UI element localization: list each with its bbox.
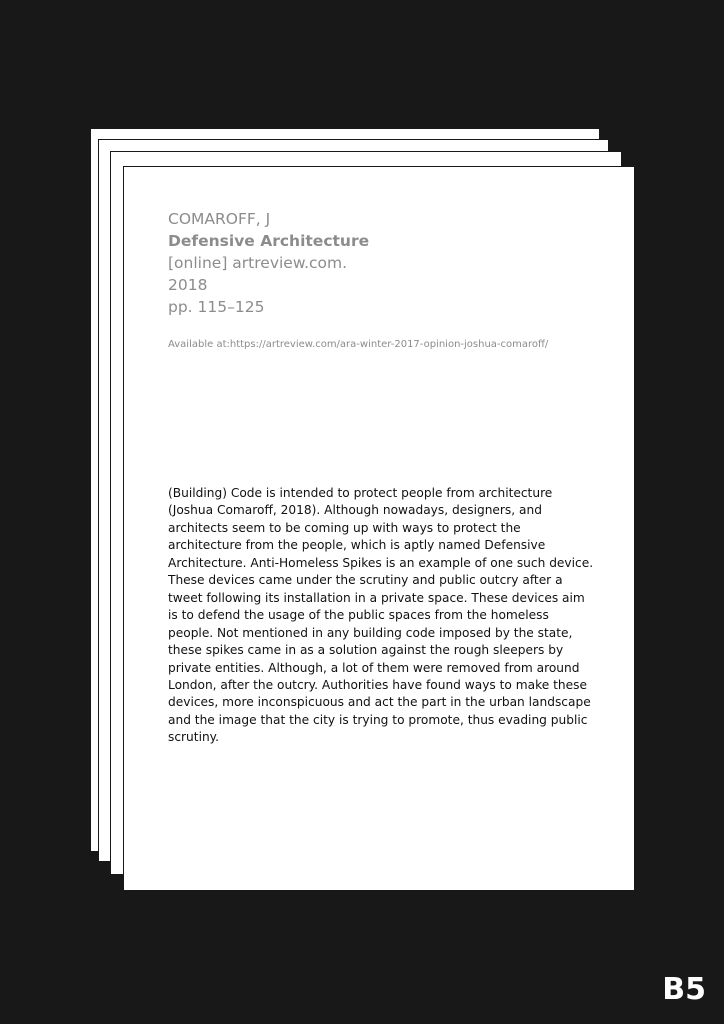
body-line: Architecture. Anti-Homeless Spikes is an example of one such device. bbox=[168, 555, 594, 570]
citation-pages: pp. 115–125 bbox=[168, 298, 265, 316]
body-line: private entities. Although, a lot of them were removed from around bbox=[168, 660, 580, 675]
page-badge: B5 bbox=[662, 972, 706, 1007]
body-line: tweet following its installation in a private space. These devices aim bbox=[168, 590, 585, 605]
body-line: (Building) Code is intended to protect people from architecture bbox=[168, 486, 553, 500]
body-line: (Joshua Comaroff, 2018). Although nowadays, designers, and bbox=[168, 503, 542, 518]
citation-block bbox=[168, 208, 598, 318]
body-paragraph bbox=[168, 485, 598, 747]
available-at-url: Available at:https://artreview.com/ara-winter-2017-opinion-joshua-comaroff/ bbox=[168, 339, 549, 350]
body-line: architecture from the people, which is aptly named Defensive bbox=[168, 538, 546, 553]
body-line: scrutiny. bbox=[168, 730, 220, 745]
citation-year: 2018 bbox=[168, 276, 208, 294]
body-line: and the image that the city is trying to promote, thus evading public bbox=[168, 712, 588, 727]
body-line: these spikes came in as a solution against the rough sleepers by bbox=[168, 643, 564, 658]
body-line: London, after the outcry. Authorities have found ways to make these bbox=[168, 677, 587, 692]
body-line: These devices came under the scrutiny and public outcry after a bbox=[168, 573, 563, 588]
body-line: is to defend the usage of the public spaces from the homeless bbox=[168, 608, 549, 623]
citation-source: [online] artreview.com. bbox=[168, 254, 348, 272]
body-line: architects seem to be coming up with ways to protect the bbox=[168, 520, 521, 535]
body-line: people. Not mentioned in any building code imposed by the state, bbox=[168, 625, 573, 640]
citation-author: COMAROFF, J bbox=[168, 210, 271, 228]
body-line: devices, more inconspicuous and act the part in the urban landscape bbox=[168, 695, 591, 710]
citation-title: Defensive Architecture bbox=[168, 232, 370, 250]
